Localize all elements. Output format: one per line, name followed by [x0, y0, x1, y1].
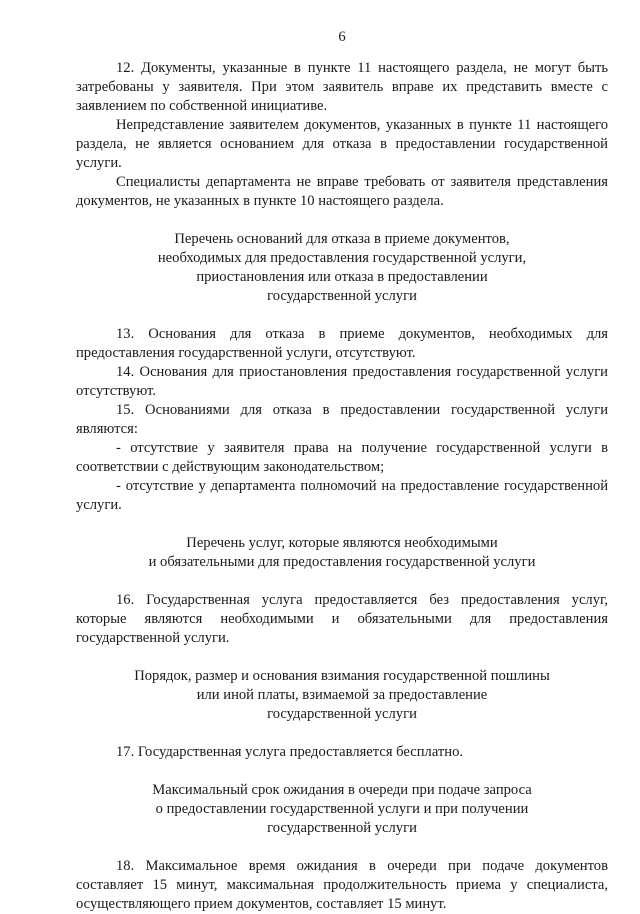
heading-line: приостановления или отказа в предоставлении — [196, 269, 488, 285]
paragraph-specialists: Специалисты департамента не вправе требовать от заявителя представления документов, не указанных в пункте 10 настоящего раздела. — [76, 174, 608, 209]
section-heading-waiting-time — [76, 781, 608, 838]
heading-line: Максимальный срок ожидания в очереди при подаче запроса — [152, 782, 532, 798]
section-heading-required-services — [76, 534, 608, 572]
list-item-no-right: - отсутствие у заявителя права на получение государственной услуги в соответствии с действующим законодательством; — [76, 440, 608, 475]
paragraph-13: 13. Основания для отказа в приеме документов, необходимых для предоставления государственной услуги, отсутствуют. — [76, 326, 608, 361]
heading-line: государственной услуги — [267, 288, 417, 304]
paragraph-non-submission: Непредставление заявителем документов, указанных в пункте 11 настоящего раздела, не является основанием для отказа в предоставлении государственной услуги. — [76, 117, 608, 171]
heading-line: государственной услуги — [267, 706, 417, 722]
paragraph-15: 15. Основаниями для отказа в предоставлении государственной услуги являются: — [76, 402, 608, 437]
heading-line: Перечень услуг, которые являются необходимыми — [186, 535, 498, 551]
heading-line: или иной платы, взимаемой за предоставление — [196, 687, 488, 703]
page-number: 6 — [338, 29, 346, 45]
paragraph-12: 12. Документы, указанные в пункте 11 настоящего раздела, не могут быть затребованы у заявителя. При этом заявитель вправе их представить вместе с заявлением по собственной инициативе. — [76, 60, 608, 114]
heading-line: о предоставлении государственной услуги и при получении — [155, 801, 529, 817]
paragraph-18: 18. Максимальное время ожидания в очереди при подаче документов составляет 15 минут, максимальная продолжительность приема у специалиста, осуществляющего прием документов, составляет 15 минут. — [76, 858, 608, 912]
heading-line: Перечень оснований для отказа в приеме документов, — [174, 231, 510, 247]
list-item-no-authority: - отсутствие у департамента полномочий на предоставление государственной услуги. — [76, 478, 608, 513]
heading-line: и обязательными для предоставления государственной услуги — [148, 554, 536, 570]
heading-line: необходимых для предоставления государственной услуги, — [157, 250, 527, 266]
document-page — [76, 28, 608, 914]
section-heading-fees — [76, 667, 608, 724]
paragraph-14: 14. Основания для приостановления предоставления государственной услуги отсутствуют. — [76, 364, 608, 399]
section-heading-refusal-grounds — [76, 230, 608, 306]
heading-line: государственной услуги — [267, 820, 417, 836]
paragraph-17: 17. Государственная услуга предоставляется бесплатно. — [116, 744, 464, 760]
heading-line: Порядок, размер и основания взимания государственной пошлины — [134, 668, 550, 684]
paragraph-16: 16. Государственная услуга предоставляется без предоставления услуг, которые являются необходимыми и обязательными для предоставления государственной услуги. — [76, 592, 608, 646]
